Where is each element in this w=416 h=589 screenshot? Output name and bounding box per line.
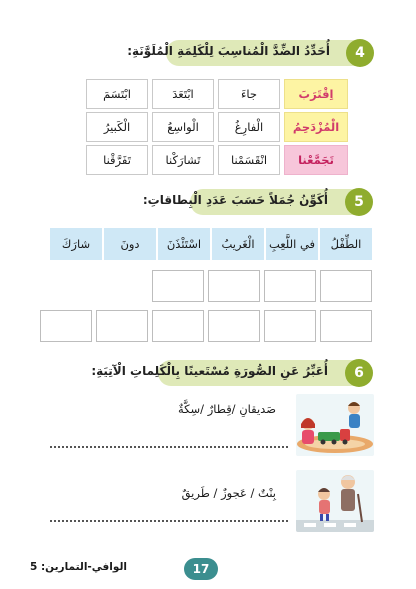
- option-cell[interactable]: تَفَرَّقْنا: [86, 145, 148, 175]
- answer-box[interactable]: [320, 310, 372, 342]
- section-6-banner: [91, 360, 370, 386]
- key-word-cell: [284, 79, 348, 109]
- option-cell[interactable]: الْكَبيرُ: [86, 112, 148, 142]
- key-word-cell: [284, 112, 348, 142]
- word-card[interactable]: الطِّفْلُ: [320, 228, 372, 260]
- option-cell[interactable]: ابْتَسَمَ: [86, 79, 148, 109]
- word-card[interactable]: دونَ: [104, 228, 156, 260]
- section-4-instruction: أُحَدِّدُ الضِّدَّ الْمُناسِبَ لِلْكَلِمَةِ الْمُلَوَّنَةِ:: [127, 44, 330, 58]
- section-5-banner: [142, 189, 370, 215]
- word-card[interactable]: اسْتَئْذَنَ: [158, 228, 210, 260]
- option-cell[interactable]: تَشارَكْنا: [152, 145, 214, 175]
- hint-words: بِنْتٌ / عَجوزٌ / طَريقٌ: [181, 486, 276, 500]
- answer-box[interactable]: [208, 270, 260, 302]
- option-cell[interactable]: ابْتَعَدَ: [152, 79, 214, 109]
- writing-line[interactable]: [50, 446, 288, 448]
- hint-words: صَديقانِ /قِطارٌ /سِكَّةٌ: [178, 402, 276, 416]
- answer-box[interactable]: [152, 310, 204, 342]
- option-cell[interactable]: الْفارِغُ: [218, 112, 280, 142]
- word-card[interactable]: في اللَّعِبِ: [266, 228, 318, 260]
- writing-line[interactable]: [50, 520, 288, 522]
- answer-box[interactable]: [264, 270, 316, 302]
- section-6-badge: 6: [345, 359, 373, 387]
- section-5-badge: 5: [345, 188, 373, 216]
- key-word-cell: [284, 145, 348, 175]
- answer-box[interactable]: [40, 310, 92, 342]
- answer-box[interactable]: [320, 270, 372, 302]
- option-cell[interactable]: جاءَ: [218, 79, 280, 109]
- girl-elderly-crossing-icon: [296, 470, 374, 532]
- page-number: 17: [184, 558, 218, 580]
- section-5-instruction: أُكَوِّنُ جُمَلاً حَسَبَ عَدَدِ الْبِطاقاتِ:: [142, 193, 328, 207]
- key-word: تَجَمَّعْنا: [298, 153, 334, 167]
- answer-box[interactable]: [264, 310, 316, 342]
- answer-box[interactable]: [208, 310, 260, 342]
- key-word: الْمُزْدَحِمُ: [292, 120, 340, 134]
- key-word: اِقْتَرَبَ: [298, 87, 334, 101]
- section-6-instruction: أُعَبِّرُ عَنِ الصُّورَةِ مُسْتَعينًا بِالْكَلِماتِ الْآتِيَةِ:: [91, 364, 328, 378]
- word-card[interactable]: الْغَريبُ: [212, 228, 264, 260]
- section-4-banner: [127, 40, 372, 66]
- option-cell[interactable]: الْواسِعُ: [152, 112, 214, 142]
- children-train-icon: [296, 394, 374, 456]
- book-title: الوافي-التمارين: 5: [30, 561, 127, 573]
- option-cell[interactable]: انْقَسَمْنا: [218, 145, 280, 175]
- answer-box[interactable]: [96, 310, 148, 342]
- word-card[interactable]: شارَكَ: [50, 228, 102, 260]
- answer-box[interactable]: [152, 270, 204, 302]
- section-4-badge: 4: [346, 39, 374, 67]
